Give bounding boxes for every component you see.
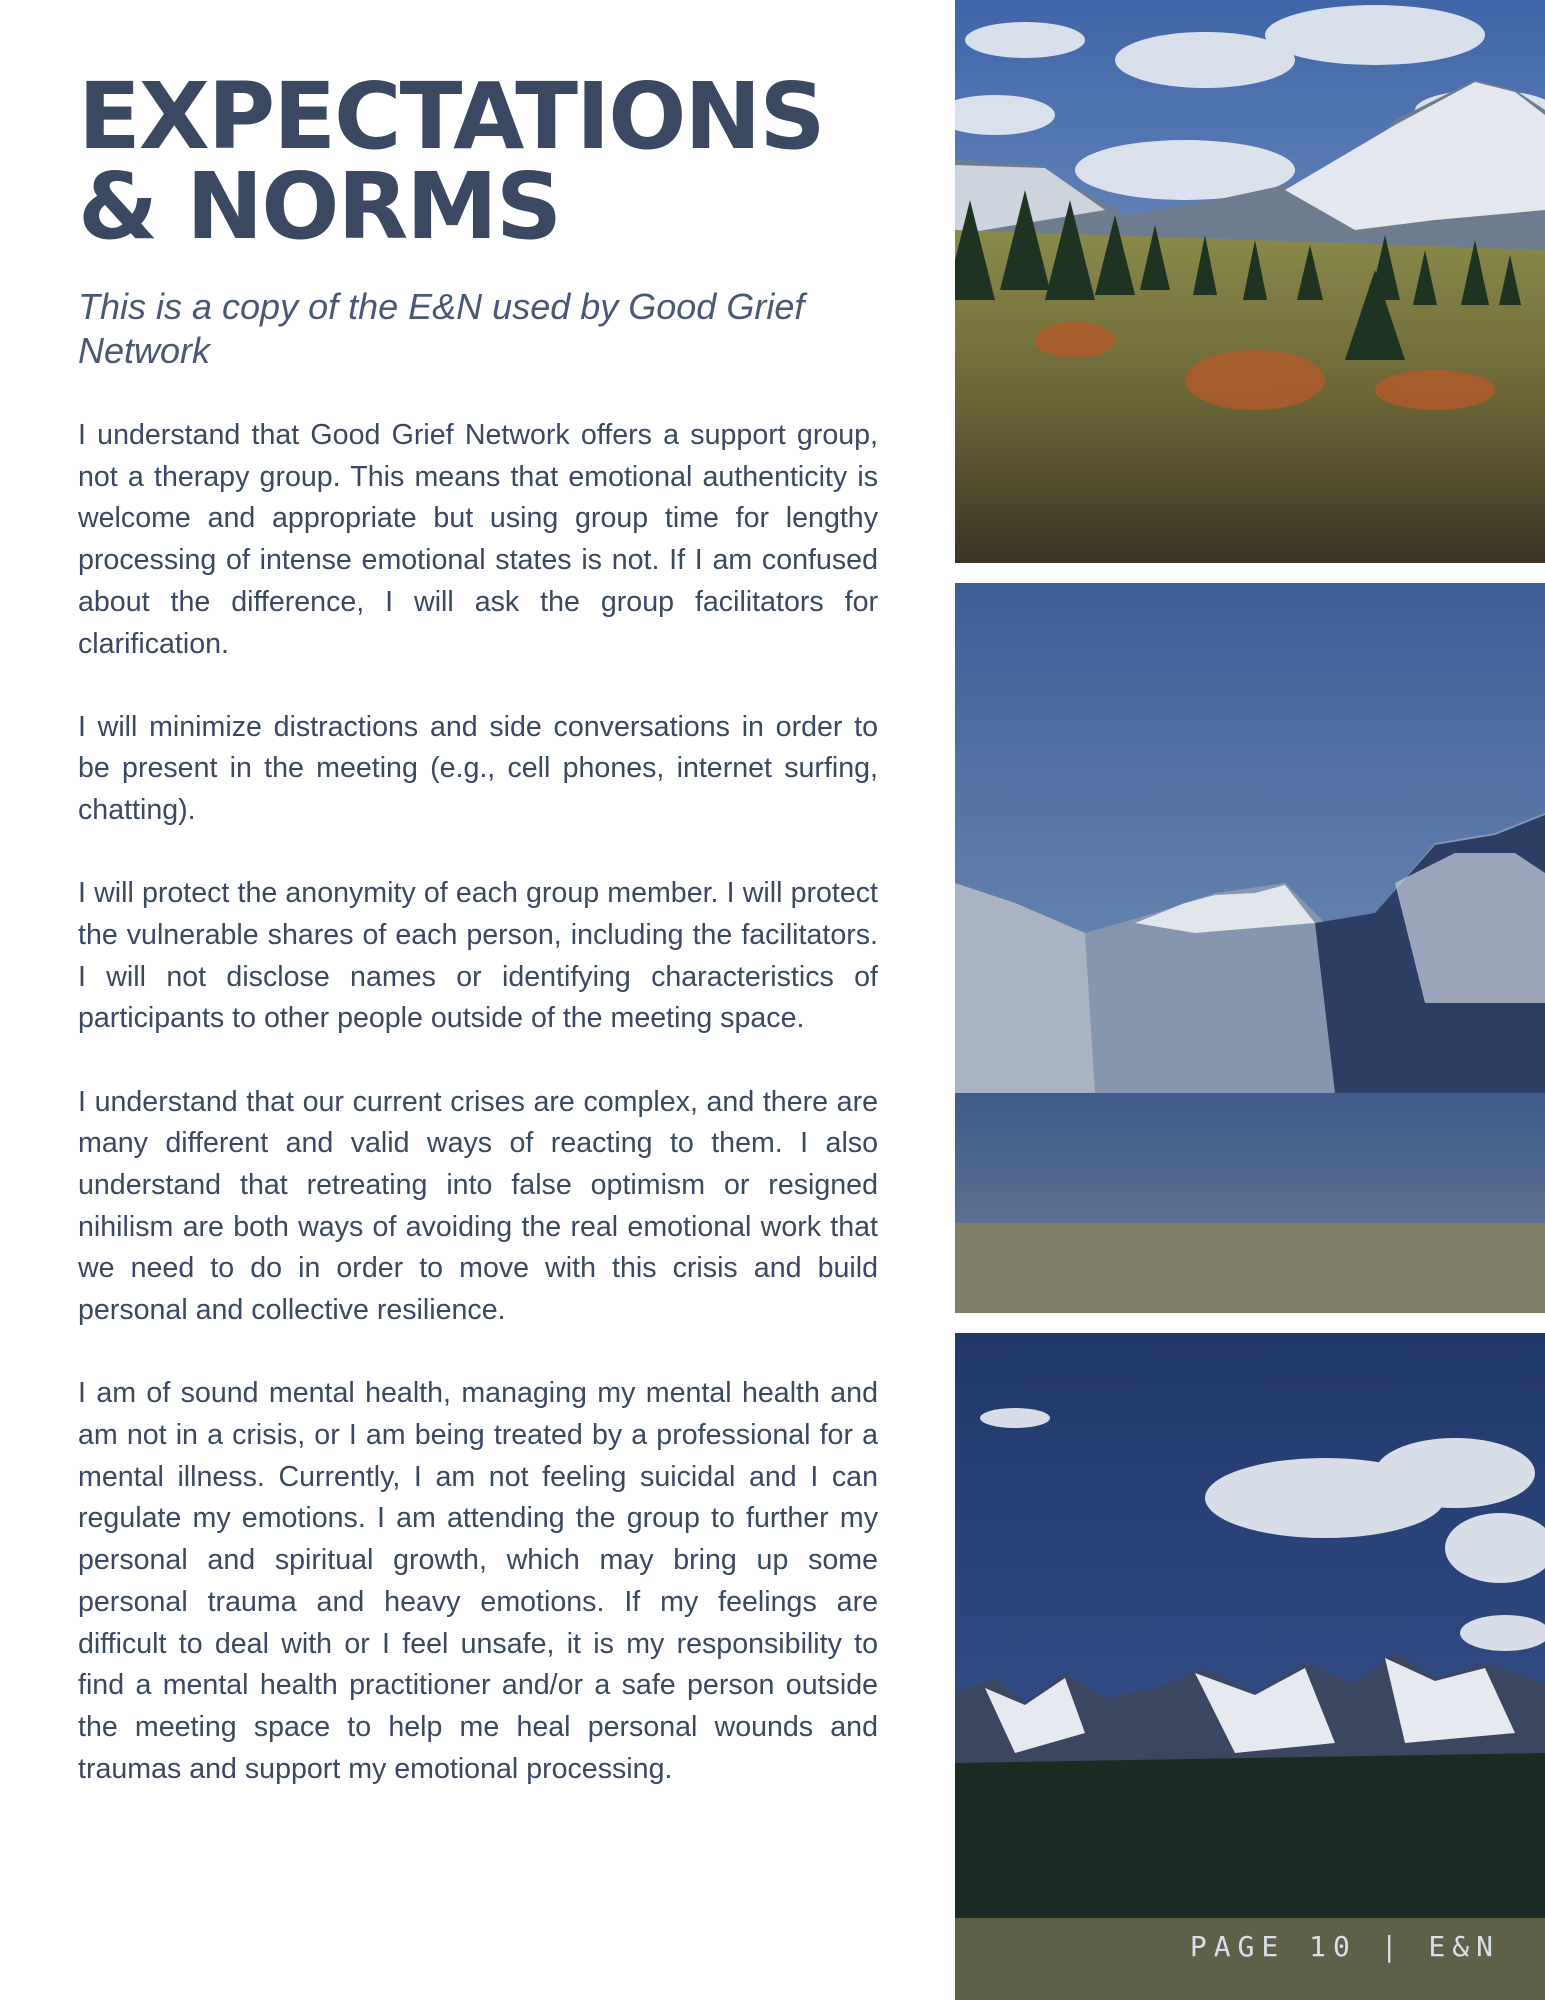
- mountain-meadow-photo: [955, 0, 1545, 563]
- norm-paragraph-1: I understand that Good Grief Network offers a support group, not a therapy group. This means that emotional authenticity is welcome and appropriate but using group time for lengthy processing of intense emotional states is not. If I am confused about the difference, I will ask the group facilitators for clarification.: [78, 419, 878, 660]
- norm-paragraph-2: I will minimize distractions and side conversations in order to be present in the meeting (e.g., cell phones, internet surfing, chatting).: [78, 710, 878, 827]
- norm-paragraph-4: I understand that our current crises are complex, and there are many different and valid ways of reacting to them. I also understand that retreating into false optimism or resigned nihilism are both ways of avoiding the real emotional work that we need to do in order to move with this crisis and build personal and collective resilience.: [78, 1085, 878, 1327]
- norms-body: [78, 415, 878, 1832]
- page-subtitle: This is a copy of the E&N used by Good Grief Network: [78, 286, 805, 371]
- alpine-lake-photo: [955, 583, 1545, 1313]
- snowy-ridge-photo: [955, 1333, 1545, 2000]
- page-title-line-2: & NORMS: [78, 153, 561, 260]
- page-footer-label: PAGE 10 | E&N: [1189, 1930, 1500, 1963]
- page-title: [78, 63, 898, 260]
- page-title-line-1: EXPECTATIONS: [78, 63, 824, 170]
- norm-paragraph-3: I will protect the anonymity of each group member. I will protect the vulnerable shares of each person, including the facilitators. I will not disclose names or identifying characteristics of participants to other people outside of the meeting space.: [78, 877, 878, 1035]
- norm-paragraph-5: I am of sound mental health, managing my mental health and am not in a crisis, or I am being treated by a professional for a mental illness. Currently, I am not feeling suicidal and I can regulate my emotions. I am attending the group to further my personal and spiritual growth, which may bring up some personal trauma and heavy emotions. If my feelings are difficult to deal with or I feel unsafe, it is my responsibility to find a mental health practitioner and/or a safe person outside the meeting space to help me heal personal wounds and traumas and support my emotional processing.: [78, 1377, 878, 1785]
